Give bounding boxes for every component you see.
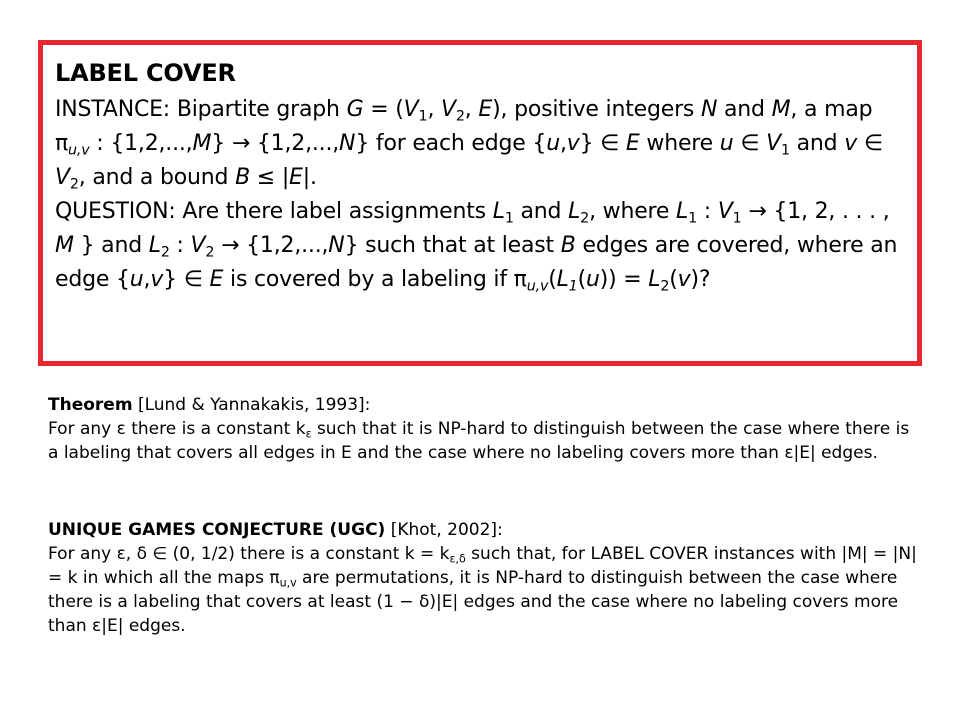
theorem-block	[48, 393, 918, 465]
label-cover-title: LABEL COVER	[55, 59, 236, 87]
theorem-statement: For any ε there is a constant $k_\varepsilon$ such that it is NP-hard to distinguish between the case where there is a labeling that covers all edges in E and the case where no labeling covers more than ε|E| edges.	[48, 419, 910, 463]
ugc-heading-line	[48, 518, 918, 542]
label-cover-box	[38, 40, 922, 366]
theorem-citation: [Lund & Yannakakis, 1993]:	[132, 395, 371, 415]
ugc-heading: UNIQUE GAMES CONJECTURE (UGC)	[48, 520, 386, 540]
label-cover-instance: INSTANCE: Bipartite graph $G = (V_1$, $V_2$, E), positive integers N and M, a map $\pi_{u,v}$ : {1,2,...,M} → {1,2,...,N} for each edge {u,v} ∈ E where u ∈ $V_1$ and v ∈ $V_2$, and a bound B ≤ |E|.	[55, 97, 883, 193]
theorem-heading-line	[48, 393, 918, 417]
label-cover-question: QUESTION: Are there label assignments $L_1$ and $L_2$, where $L_1$ : $V_1 \to \{1$, 2, . . . , M } and $L_2$ : $V_2 \to \{1,2,...,N\}$ such that at least B edges are covered, where an edge {u,v} ∈ E is covered by a labeling if $\pi_{u,v}(L_1(u)) = L_2(v)$?	[55, 199, 898, 295]
ugc-citation: [Khot, 2002]:	[385, 520, 503, 540]
ugc-block	[48, 518, 918, 638]
ugc-statement: For any ε, δ ∈ (0, 1/2) there is a constant $k = k_{\varepsilon,\delta}$ such that, for LABEL COVER instances with |M| = |N| = k in which all the maps $\pi_{u,v}$ are permutations, it is NP-hard to distinguish between the case where there is a labeling that covers at least (1 − δ)|E| edges and the case where no labeling covers more than ε|E| edges.	[48, 544, 917, 636]
theorem-heading: Theorem	[48, 395, 133, 415]
